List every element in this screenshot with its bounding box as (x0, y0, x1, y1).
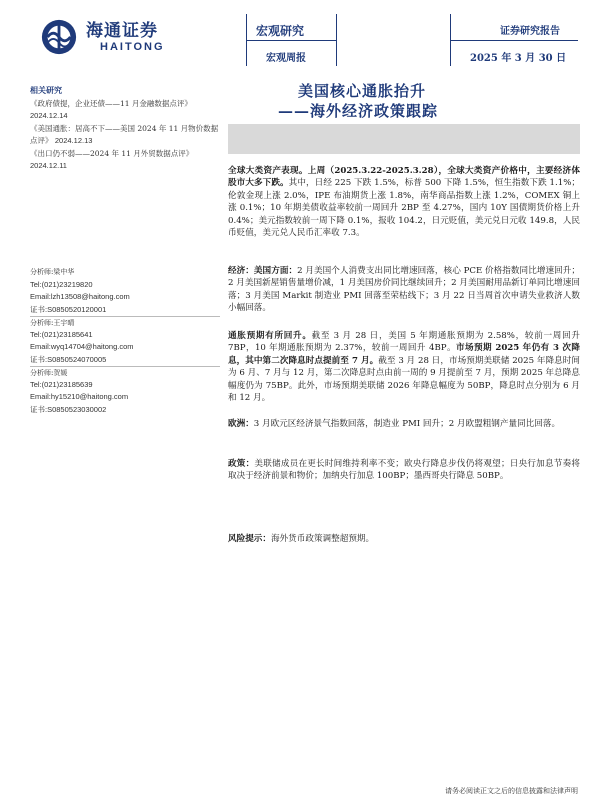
paragraph-europe (228, 418, 580, 430)
analyst-email[interactable]: Email:hy15210@haitong.com (30, 392, 129, 401)
paragraph-economy (228, 265, 580, 315)
paragraph-text: 截至 3 月 28 日，市场预期美联储 2025 年降息时间为 6 月、7 月与 12 月，第二次降息时点由前一周的 9 月提前至 7 月，预期 2025 年总降息幅度仍为 75BP。此外，市场预期美联储 2026 年降息幅度为 50BP，降息时点分别为 6 月和 12 月。 (228, 355, 580, 404)
related-research-label: 相关研究 (30, 85, 62, 95)
section-lead: 政策： (228, 459, 255, 469)
logo-chinese-text: 海通证券 (86, 20, 158, 41)
report-date: 2025 年 3 月 30 日 (470, 53, 567, 64)
analyst-cert: 证书:S0850523030002 (30, 404, 107, 414)
section-lead: 经济： (228, 266, 254, 276)
paragraph-text: 截至 3 月 28 日，美国 5 年期通胀预期为 2.58%，较前一周回升 7BP，10 年期通胀预期为 2.37%，较前一周回升 4BP。 (228, 331, 580, 354)
paragraph-text: 2 月美国个人消费支出同比增速回落，核心 PCE 价格指数同比增速回升；2 月美国新屋销售量增价减，1 月美国房价同比继续回升；2 月美国耐用品新订单同比增速回落；3 月美国 Markit 制造业 PMI 回落至荣枯线下；3 月 22 日当周首次申请失业救济人数小幅回落。 (228, 266, 580, 314)
analyst-email[interactable]: Email:wyq14704@haitong.com (30, 342, 134, 351)
header-divider (450, 40, 578, 41)
analyst-email[interactable]: Email:lzh13508@haitong.com (30, 292, 130, 301)
analyst-cert: 证书:S0850520120001 (30, 304, 107, 314)
paragraph-highlight: 上周（2025.3.22-2025.3.28），全球大类资产价格中，主要经济体股市大多下跌。 (228, 166, 580, 189)
report-subtitle: ——海外经济政策跟踪 (278, 102, 439, 120)
report-category: 宏观研究 (256, 24, 305, 38)
disclaimer-footer: 请务必阅读正文之后的信息披露和法律声明 (445, 787, 578, 795)
paragraph-text: 美联储成员在更长时间维持利率不变；欧央行降息步伐仍将观望；日央行加息节奏将取决于经济前景和物价；加纳央行加息 100BP；墨西哥央行降息 50BP。 (228, 459, 580, 482)
paragraph-highlight: 美国方面： (253, 266, 298, 276)
paragraph-text: 3 月欧元区经济景气指数回落，制造业 PMI 回升；2 月欧盟粗钢产量同比回落。 (253, 419, 561, 429)
report-subcategory: 宏观周报 (266, 53, 306, 64)
analyst-cert: 证书:S0850524070005 (30, 354, 107, 364)
haitong-logo (40, 18, 165, 56)
paragraph-inflation-expectation (228, 330, 580, 404)
paragraph-asset-performance (228, 165, 580, 239)
analyst-tel: Tel:(021)23185641 (30, 329, 93, 339)
header-divider (336, 14, 337, 66)
section-lead: 全球大类资产表现。 (228, 166, 308, 176)
report-type: 证券研究报告 (500, 26, 560, 37)
analyst-tel: Tel:(021)23219820 (30, 279, 93, 289)
related-research-list (30, 98, 220, 173)
paragraph-text: 海外货币政策调整超预期。 (270, 534, 375, 544)
report-title: 美国核心通胀抬升 (298, 82, 427, 100)
report-header (0, 0, 600, 74)
header-divider (246, 40, 336, 41)
section-lead: 欧洲： (228, 419, 254, 429)
risk-warning (228, 533, 580, 545)
logo-english-text: HAITONG (100, 40, 165, 53)
paragraph-text: 其中，日经 225 下跌 1.5%，标普 500 下降 1.5%，恒生指数下跌 1.1%；伦敦金现上涨 2.0%，IPE 布油期货上涨 1.8%，南华商品指数上涨 1.2%，COMEX 铜上涨 0.1%；10 年期美债收益率较前一周回升 2BP 至 4.27%，国内 10Y 国债期货价格上升 0.4%；美元指数较前一周下降 0.1%，报收 104.2，日元贬值，美元兑日元收 149.8，人民币贬值，美元兑人民币汇率收 7.3。 (228, 178, 580, 239)
paragraph-highlight: 市场预期 2025 年仍有 3 次降息，其中第二次降息时点提前至 7 月。 (228, 343, 581, 366)
analyst-card (30, 266, 220, 416)
analyst-tel: Tel:(021)23185639 (30, 379, 93, 389)
related-research-item[interactable]: 《出口仍不弱——2024 年 11 月外贸数据点评》 2024.12.11 (30, 149, 194, 170)
related-research-item[interactable]: 《美国通胀：居高不下——美国 2024 年 11 月物价数据点评》 2024.12.13 (30, 124, 219, 145)
paragraph-policy (228, 458, 580, 483)
paragraph-highlight: 通胀预期有所回升。 (228, 331, 312, 341)
haitong-emblem-icon (40, 18, 78, 56)
related-research-item[interactable]: 《政府债提，企业还债——11 月金融数据点评》 2024.12.14 (30, 99, 192, 120)
analyst-name: 分析师:王宇晴 (30, 316, 220, 329)
analyst-name: 分析师:贺媛 (30, 366, 220, 379)
title-band (228, 124, 580, 154)
analyst-name: 分析师:梁中华 (30, 268, 75, 276)
section-lead: 风险提示： (228, 534, 271, 544)
